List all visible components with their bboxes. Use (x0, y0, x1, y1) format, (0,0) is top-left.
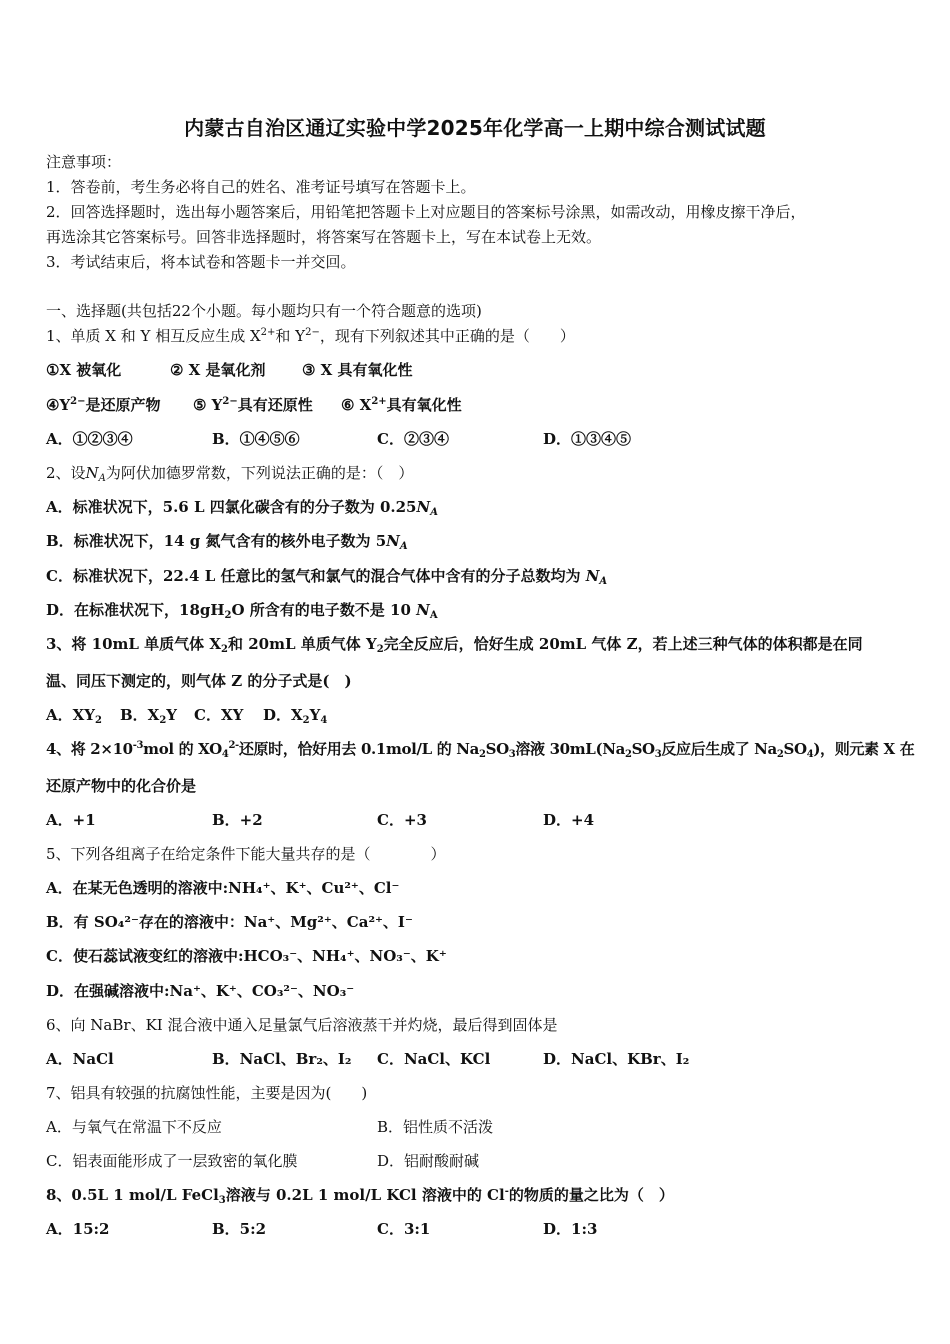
q4-option-a: A．+1 (46, 811, 96, 829)
q7-option-c: C．铝表面能形成了一层致密的氧化膜 (46, 1152, 298, 1170)
q6-option-b: B．NaCl、Br₂、I₂ (212, 1050, 352, 1068)
q8-option-b: B．5:2 (212, 1220, 267, 1238)
q1-option-d: D．①③④⑤ (543, 430, 632, 448)
q8-option-a: A．15:2 (46, 1220, 110, 1238)
notice-heading: 注意事项： (46, 153, 122, 171)
page-title: 内蒙古自治区通辽实验中学2025年化学高一上期中综合测试试题 (184, 116, 766, 140)
q1-statement-4: $④Y^{2-}$是还原产物 (46, 396, 161, 414)
q7-option-d: D．铝耐酸耐碱 (377, 1152, 480, 1170)
q7-option-a: A．与氧气在常温下不反应 (46, 1118, 222, 1136)
q8-option-d: D．1:3 (543, 1220, 598, 1238)
q5-option-c: C．使石蕊试液变红的溶液中:HCO₃⁻、NH₄⁺、NO₃⁻、K⁺ (46, 947, 447, 965)
question-4-stem-cont: 还原产物中的化合价是 (46, 777, 197, 795)
question-7-stem: 7、铝具有较强的抗腐蚀性能，主要是因为( ) (46, 1084, 368, 1102)
q8-option-c: C．3:1 (377, 1220, 431, 1238)
q4-option-d: D．+4 (543, 811, 595, 829)
q6-option-d: D．NaCl、KBr、I₂ (543, 1050, 690, 1068)
q6-option-c: C．NaCl、KCl (377, 1050, 491, 1068)
question-6-stem: 6、向 NaBr、KI 混合液中通入足量氯气后溶液蒸干并灼烧，最后得到固体是 (46, 1016, 558, 1034)
q3-option-b: B．$X_2Y$ (120, 706, 178, 726)
q1-statement-1: ①X 被氧化 (46, 361, 122, 379)
q6-option-a: A．NaCl (46, 1050, 114, 1068)
q5-option-d: D．在强碱溶液中:Na⁺、K⁺、CO₃²⁻、NO₃⁻ (46, 982, 355, 1000)
q1-statement-2: ② X 是氧化剂 (170, 361, 266, 379)
notice-item-3: 3．考试结束后，将本试卷和答题卡一并交回。 (46, 253, 356, 271)
question-2-stem: 2、设$N_A$为阿伏加德罗常数，下列说法正确的是：（ ） (46, 464, 414, 484)
question-3-stem-cont: 温、同压下测定的，则气体 Z 的分子式是( ) (46, 672, 352, 690)
notice-item-1: 1．答卷前，考生务必将自己的姓名、准考证号填写在答题卡上。 (46, 178, 476, 196)
q1-statement-3: ③ X 具有氧化性 (302, 361, 413, 379)
q5-option-a: A．在某无色透明的溶液中:NH₄⁺、K⁺、Cu²⁺、Cl⁻ (46, 879, 400, 897)
q1-option-b: B．①④⑤⑥ (212, 430, 300, 448)
question-8-stem: 8、0.5L 1 mol/L FeCl$_3$溶液与 0.2L 1 mol/L KCl 溶液中的 Cl-的物质的量之比为（ ） (46, 1186, 674, 1206)
question-4-stem: 4、将 $2\times 10^{-3}mol$ 的 $XO_4^{2-}$还原时，恰好用去 0.1mol/L 的 $Na_2SO_3$溶液 $30mL(Na_2SO_3$反应后生成了 $Na_2SO_4$)，则元素 X 在 (46, 740, 915, 760)
q1-statement-5: ⑤ $Y^{2-}$具有还原性 (193, 396, 313, 414)
q4-option-b: B．+2 (212, 811, 263, 829)
section-heading: 一、选择题(共包括22个小题。每小题均只有一个符合题意的选项) (46, 302, 482, 320)
q2-option-d: D．在标准状况下，$18gH_2O$ 所含有的电子数不是 10 $N_A$ (46, 601, 438, 621)
notice-item-2: 2．回答选择题时，选出每小题答案后，用铅笔把答题卡上对应题目的答案标号涂黑，如需改动，用橡皮擦干净后， (46, 203, 806, 221)
q2-option-a: A．标准状况下，5.6 L 四氯化碳含有的分子数为 $0.25N_A$ (46, 498, 438, 518)
q1-statement-6: ⑥ $X^{2+}$具有氧化性 (341, 396, 462, 414)
q2-option-c: C．标准状况下，22.4 L 任意比的氢气和氯气的混合气体中含有的分子总数均为 $N_A$ (46, 567, 608, 587)
q1-option-c: C．②③④ (377, 430, 449, 448)
q3-option-d: D．$X_2Y_4$ (263, 706, 328, 726)
q3-option-a: A．$XY_2$ (46, 706, 102, 726)
q1-option-a: A．①②③④ (46, 430, 133, 448)
question-5-stem: 5、下列各组离子在给定条件下能大量共存的是（ ） (46, 845, 446, 863)
q3-option-c: C．XY (194, 706, 244, 724)
q2-option-b: B．标准状况下，14 g 氮气含有的核外电子数为 $5N_A$ (46, 532, 408, 552)
question-3-stem: 3、将 10mL 单质气体 $X_2$和 20mL 单质气体 $Y_2$完全反应后，恰好生成 20mL 气体 Z，若上述三种气体的体积都是在同 (46, 635, 863, 655)
q4-option-c: C．+3 (377, 811, 427, 829)
q7-option-b: B．铝性质不活泼 (377, 1118, 494, 1136)
notice-item-2-cont: 再选涂其它答案标号。回答非选择题时，将答案写在答题卡上，写在本试卷上无效。 (46, 228, 602, 246)
q5-option-b: B．有 SO₄²⁻存在的溶液中：Na⁺、Mg²⁺、Ca²⁺、I⁻ (46, 913, 413, 931)
question-1-stem: 1、单质 X 和 Y 相互反应生成 $X^{2+}$和 $Y^{2-}$，现有下列叙述其中正确的是（ ） (46, 327, 575, 345)
